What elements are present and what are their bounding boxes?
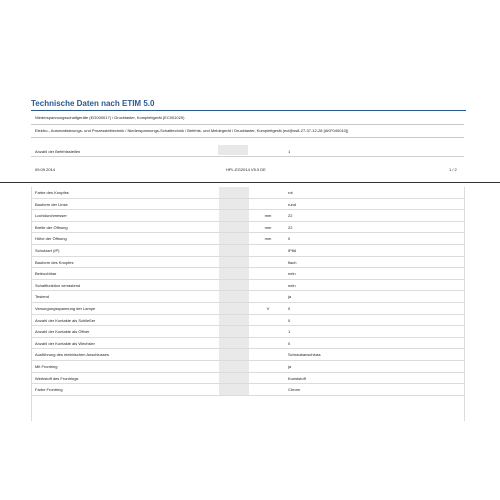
row-value: 22 <box>288 213 293 219</box>
shade-cell <box>219 199 249 210</box>
row-value: nein <box>288 271 296 277</box>
row-label: Farbe Frontring <box>35 387 63 393</box>
row-label: Testend <box>35 294 50 300</box>
row-label: Anzahl der Kontakte als Öffner <box>35 329 90 335</box>
table-row <box>31 361 464 373</box>
table-row <box>31 268 464 280</box>
table-row <box>31 187 464 199</box>
classification-text-2: Elektro-, Automatisierungs- und Prozessleittechnik / Niederspannungs-Schalttechnik / Befehls- und Meldegerät / Drucktaster, Komplettgerät (ecl@ss8-27-37-12-28 [AKF040010]) <box>35 128 349 133</box>
row-value: 1 <box>288 329 291 335</box>
shade-cell <box>219 373 249 384</box>
row-unit: mm <box>264 236 272 242</box>
row-label: Bauform des Knopfes <box>35 259 74 265</box>
count-value: 1 <box>288 149 291 154</box>
table-row <box>31 291 464 303</box>
table-row <box>31 326 464 338</box>
row-value: rund <box>288 201 297 207</box>
page-break-line <box>0 182 500 183</box>
shade-cell <box>219 222 249 233</box>
row-value: 0 <box>288 317 291 323</box>
footer-document: HPL-EG2014 V5.0 DE <box>226 167 266 172</box>
shade-cell <box>219 303 249 314</box>
row-unit: mm <box>264 224 272 230</box>
row-label: Werkstoff des Frontrings <box>35 375 79 381</box>
page-title: Technische Daten nach ETIM 5.0 <box>31 99 155 108</box>
row-value: Kunststoff <box>288 375 306 381</box>
row-label: Schutzart (IP) <box>35 247 60 253</box>
table-row <box>31 315 464 327</box>
row-label: Beleuchtbar <box>35 271 57 277</box>
shade-cell <box>219 315 249 326</box>
table-row <box>31 199 464 211</box>
shade-cell <box>219 210 249 221</box>
shade-cell <box>219 349 249 360</box>
row-label: Versorgungsspannung der Lampe <box>35 305 96 311</box>
table-right-border <box>464 187 465 421</box>
count-label: Anzahl der Befehlsstellen <box>35 149 81 154</box>
table-row <box>31 210 464 222</box>
shade-cell <box>219 187 249 198</box>
classification-line-2 <box>31 124 464 138</box>
row-label: Höhe der Öffnung <box>35 236 67 242</box>
row-value: 0 <box>288 305 291 311</box>
row-value: Schraubanschluss <box>288 352 321 358</box>
shade-cell <box>219 280 249 291</box>
row-unit: V <box>266 305 270 311</box>
table-row <box>31 245 464 257</box>
table-row <box>31 303 464 315</box>
shade-cell <box>219 326 249 337</box>
table-row <box>31 338 464 350</box>
table-row <box>31 349 464 361</box>
shade-cell <box>219 268 249 279</box>
shade-cell <box>219 291 249 302</box>
row-value: 22 <box>288 224 293 230</box>
row-value: rot <box>288 190 293 195</box>
row-value: 0 <box>288 340 291 346</box>
shade-cell <box>219 338 249 349</box>
shade-cell <box>219 233 249 244</box>
spec-table <box>31 187 464 396</box>
shade-cell <box>219 384 249 395</box>
count-shade-cell <box>218 145 248 155</box>
classification-text-1: Niederspannungsschaltgeräte (EG000017) / Drucktaster, Komplettgerät (EC001020) <box>35 115 185 120</box>
table-row <box>31 222 464 234</box>
row-label: Farbe des Knopfes <box>35 190 69 195</box>
shade-cell <box>219 257 249 268</box>
row-label: Anzahl der Kontakte als Wechsler <box>35 340 95 346</box>
footer-date: 09.09.2014 <box>35 167 56 172</box>
row-label: Mit Frontring <box>35 363 58 369</box>
table-row <box>31 280 464 292</box>
row-label: Breite der Öffnung <box>35 224 68 230</box>
table-row <box>31 373 464 385</box>
shade-cell <box>219 361 249 372</box>
shade-cell <box>219 245 249 256</box>
row-value: 0 <box>288 236 291 242</box>
row-value: ja <box>288 294 292 300</box>
footer-page-number: 1 / 2 <box>449 167 457 172</box>
row-unit: mm <box>264 213 272 219</box>
classification-line-1 <box>31 111 464 125</box>
row-value: nein <box>288 282 296 288</box>
row-label: Lochdurchmesser <box>35 213 67 219</box>
count-divider <box>31 156 464 157</box>
row-value: ja <box>288 363 292 369</box>
row-label: Schaltfunktion verrastend <box>35 282 81 288</box>
table-row <box>31 233 464 245</box>
table-row <box>31 384 464 396</box>
row-label: Ausführung des elektrischen Anschlusses <box>35 352 109 358</box>
row-value: flach <box>288 259 297 265</box>
table-row <box>31 257 464 269</box>
row-value: IP66 <box>288 247 297 253</box>
row-value: Chrom <box>288 387 301 393</box>
row-label: Bauform der Linse <box>35 201 68 207</box>
row-label: Anzahl der Kontakte als Schließer <box>35 317 96 323</box>
